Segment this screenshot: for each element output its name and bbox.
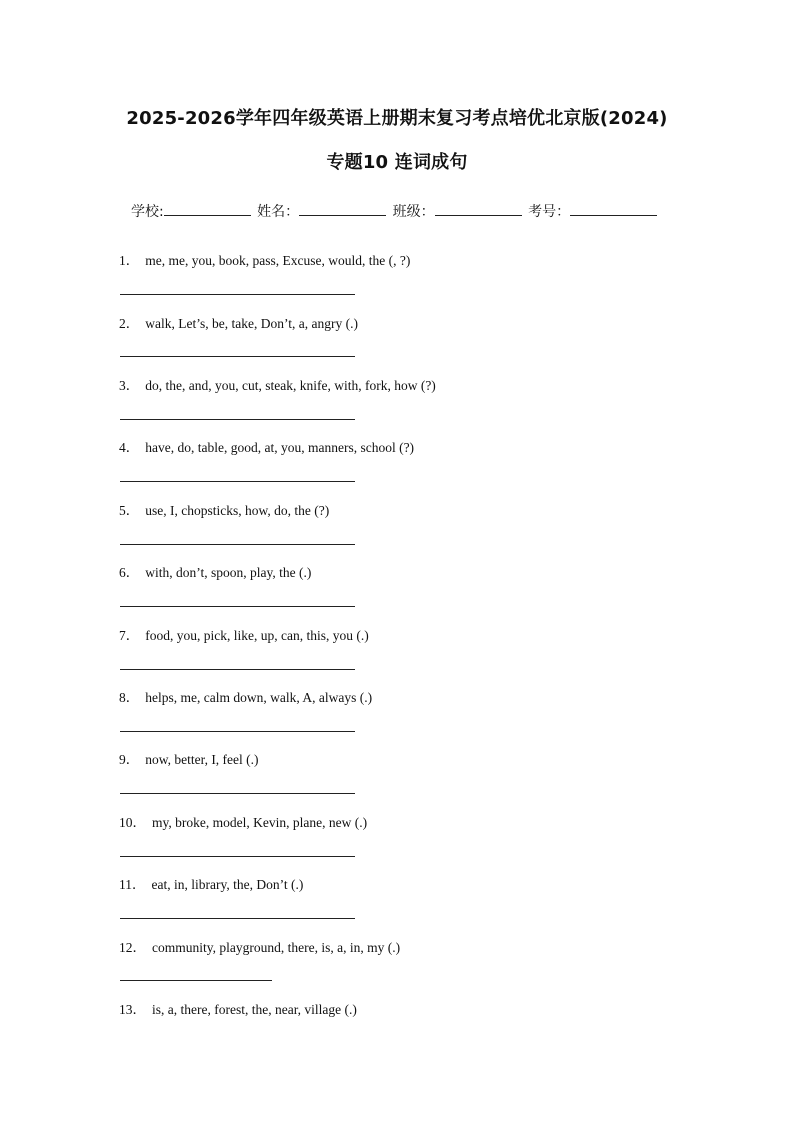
question-number: 7． [119, 628, 140, 643]
question-text: use, I, chopsticks, how, do, the (?) [145, 503, 330, 518]
page-title: 2025-2026学年四年级英语上册期末复习考点培优北京版(2024) [126, 108, 668, 129]
answer-line-10[interactable] [120, 856, 355, 857]
school-field [131, 201, 253, 221]
question-number: 12． [119, 940, 146, 955]
question-text: walk, Let’s, be, take, Don’t, a, angry (.) [145, 316, 358, 331]
question-number: 5． [119, 503, 140, 518]
question-text: me, me, you, book, pass, Excuse, would, the (, ?) [145, 253, 411, 268]
page-subtitle: 专题10 连词成句 [326, 152, 468, 173]
question-3 [119, 374, 436, 394]
question-number: 8． [119, 690, 140, 705]
name-label: 姓名： [257, 204, 300, 220]
class-field [393, 201, 524, 221]
question-text: now, better, I, feel (.) [145, 752, 259, 767]
answer-line-6[interactable] [120, 606, 355, 607]
exam-number-label: 考号： [528, 204, 571, 220]
student-info-row [131, 201, 691, 221]
question-7 [119, 624, 369, 644]
question-1 [119, 249, 410, 269]
question-number: 4． [119, 440, 140, 455]
question-text: do, the, and, you, cut, steak, knife, with, fork, how (?) [145, 378, 436, 393]
question-10 [119, 811, 367, 831]
question-number: 9． [119, 752, 140, 767]
exam-number-blank[interactable] [570, 203, 657, 216]
answer-line-3[interactable] [120, 419, 355, 420]
question-text: is, a, there, forest, the, near, village (.) [152, 1002, 357, 1017]
question-text: have, do, table, good, at, you, manners, school (?) [145, 440, 415, 455]
question-8 [119, 686, 372, 706]
class-blank[interactable] [435, 203, 522, 216]
question-5 [119, 499, 329, 519]
question-13 [119, 998, 357, 1018]
question-number: 10． [119, 815, 146, 830]
question-number: 6． [119, 565, 140, 580]
question-text: community, playground, there, is, a, in, my (.) [152, 940, 401, 955]
answer-line-12[interactable] [120, 980, 272, 981]
question-text: helps, me, calm down, walk, A, always (.) [145, 690, 373, 705]
question-number: 2． [119, 316, 140, 331]
answer-line-9[interactable] [120, 793, 355, 794]
question-6 [119, 561, 311, 581]
question-11 [119, 873, 303, 893]
question-number: 1． [119, 253, 140, 268]
answer-line-1[interactable] [120, 294, 355, 295]
name-blank[interactable] [299, 203, 386, 216]
answer-line-11[interactable] [120, 918, 355, 919]
question-9 [119, 748, 259, 768]
answer-line-4[interactable] [120, 481, 355, 482]
answer-line-7[interactable] [120, 669, 355, 670]
school-blank[interactable] [164, 203, 251, 216]
question-2 [119, 312, 358, 332]
question-number: 11． [119, 877, 146, 892]
question-text: food, you, pick, like, up, can, this, you (.) [145, 628, 369, 643]
question-text: with, don’t, spoon, play, the (.) [145, 565, 312, 580]
name-field [257, 201, 388, 221]
question-12 [119, 936, 400, 956]
exam-number-field [528, 201, 659, 221]
question-text: my, broke, model, Kevin, plane, new (.) [152, 815, 368, 830]
school-label: 学校: [131, 204, 164, 220]
question-text: eat, in, library, the, Don’t (.) [151, 877, 304, 892]
question-number: 3． [119, 378, 140, 393]
question-number: 13． [119, 1002, 146, 1017]
answer-line-8[interactable] [120, 731, 355, 732]
answer-line-5[interactable] [120, 544, 355, 545]
answer-line-2[interactable] [120, 356, 355, 357]
question-4 [119, 436, 414, 456]
class-label: 班级： [392, 204, 435, 220]
